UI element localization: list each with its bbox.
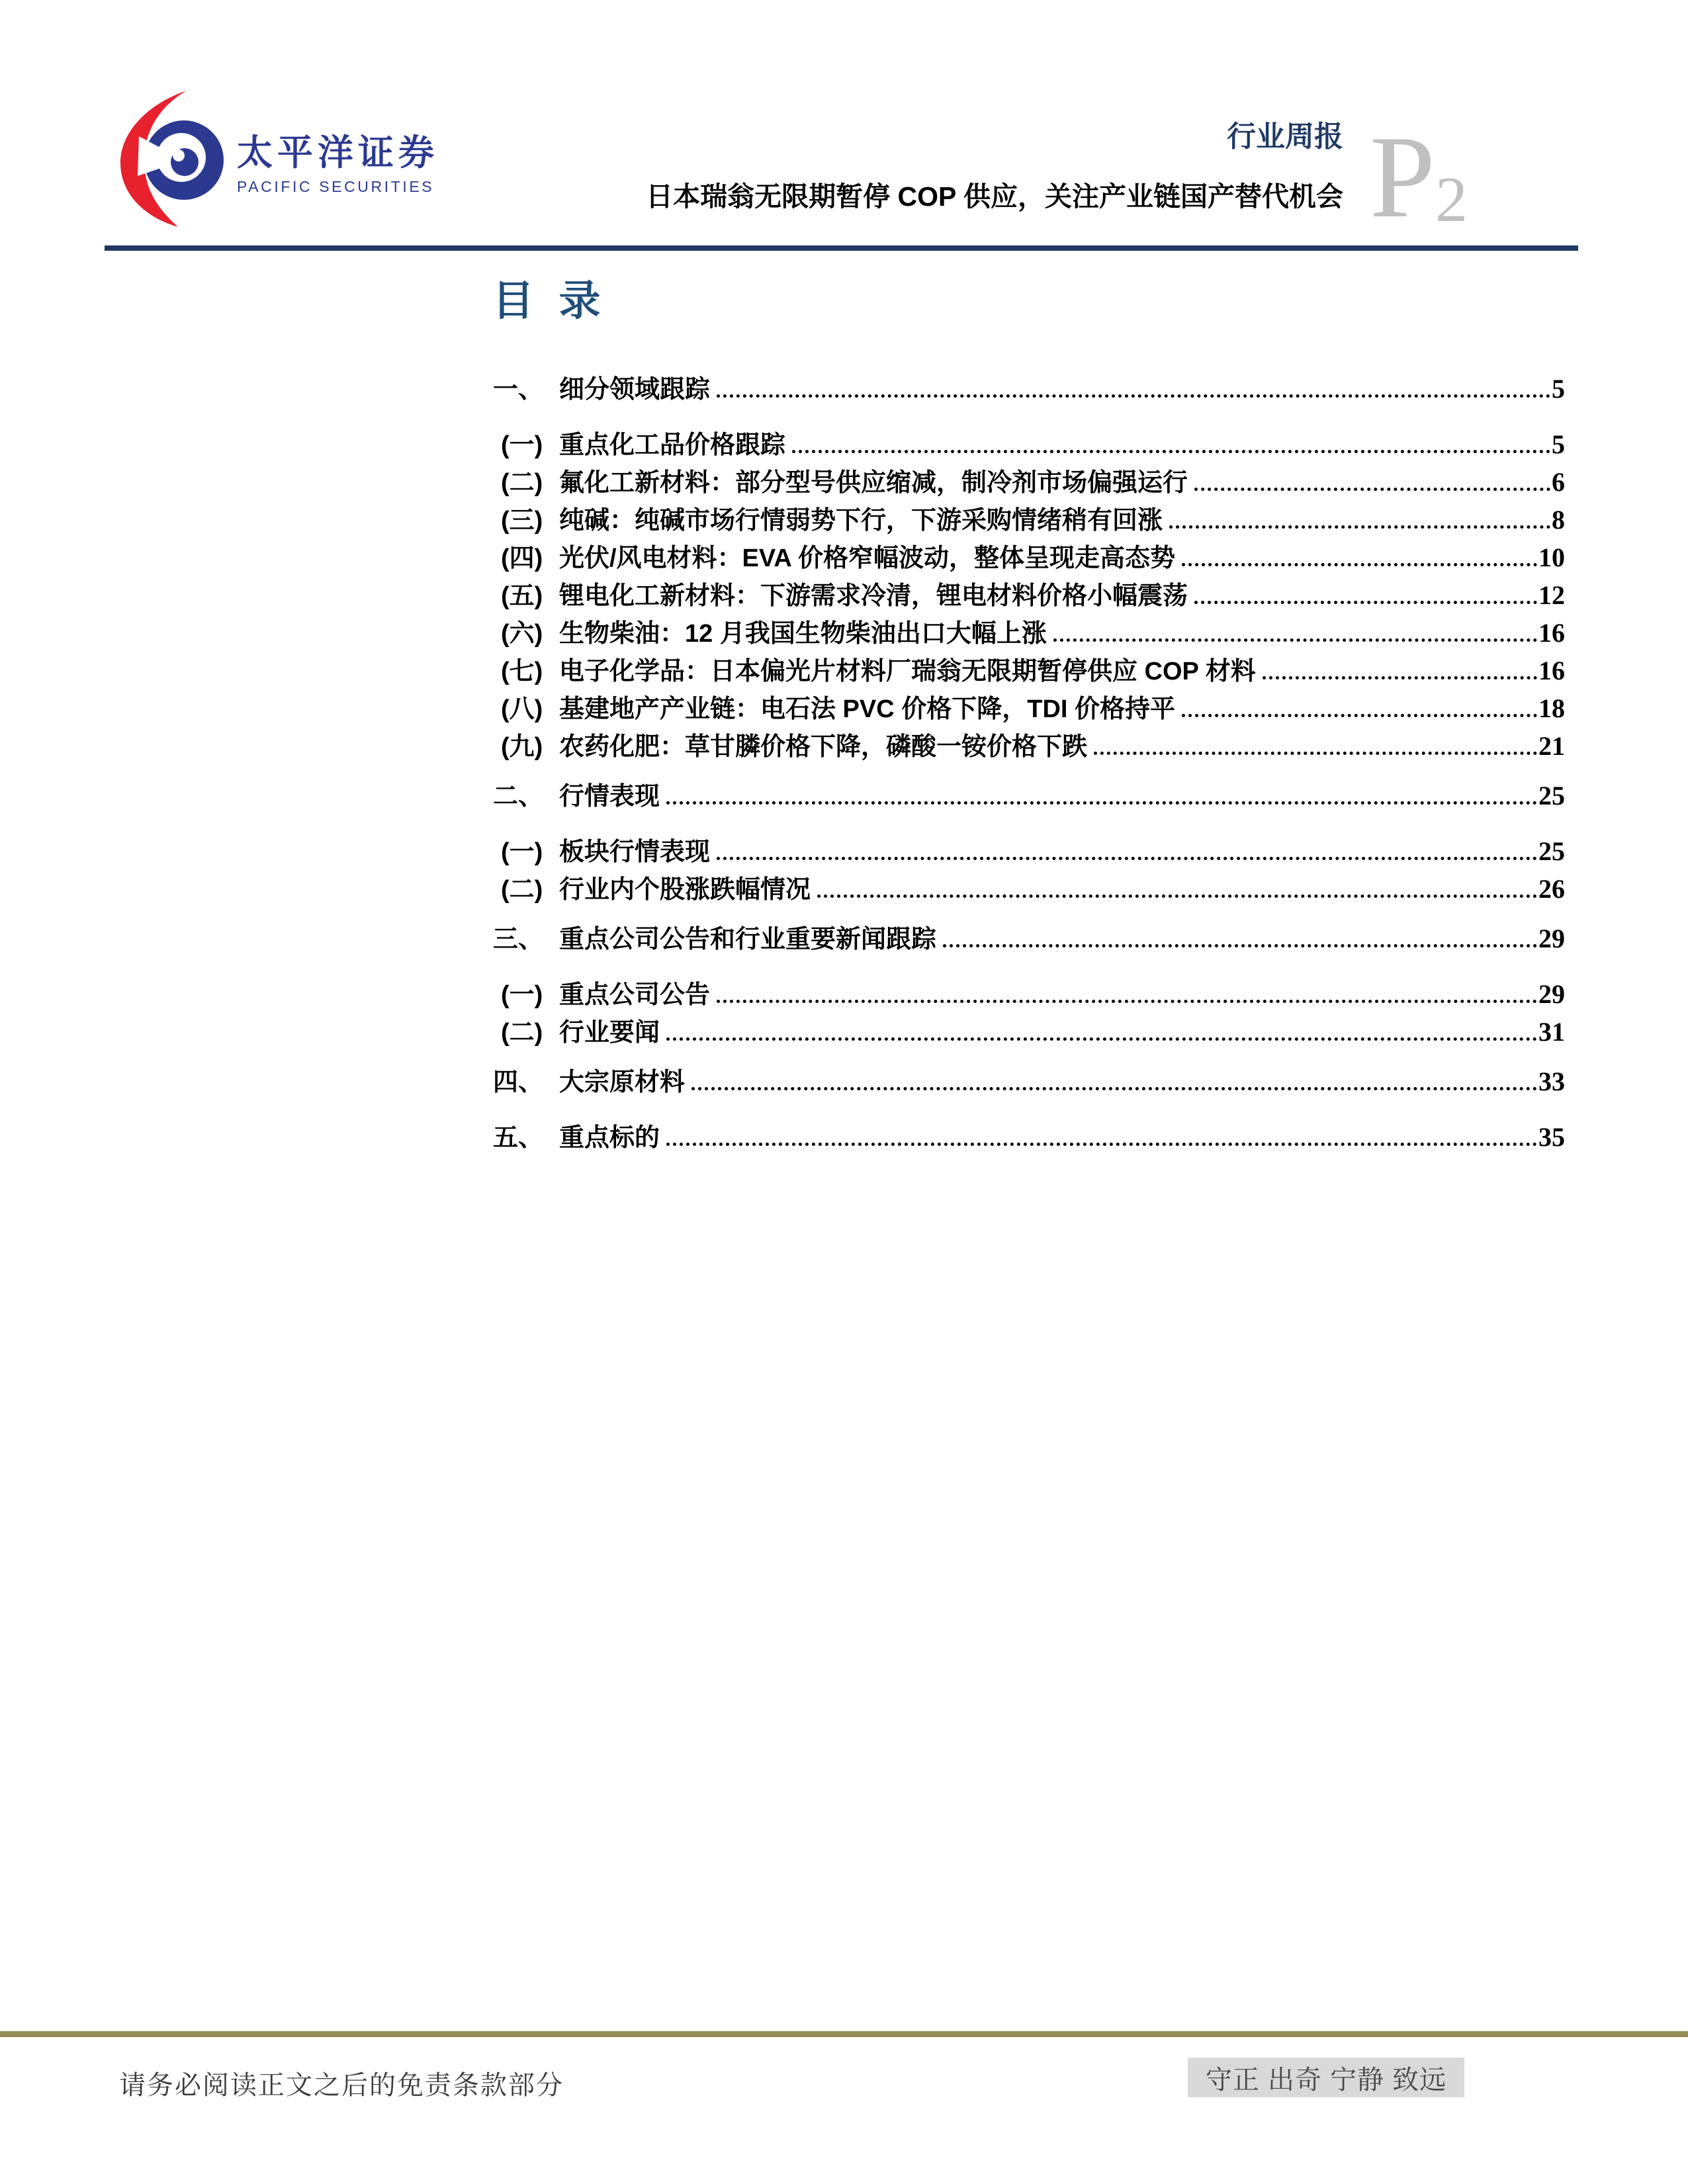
toc-entry-label: 纯碱：纯碱市场行情弱势下行，下游采购情绪稍有回涨: [559, 507, 1163, 535]
toc-entry-number: 三、: [493, 926, 544, 953]
toc-entry-label: 重点标的: [559, 1124, 660, 1152]
toc-entry-label: 光伏/风电材料：EVA 价格窄幅波动，整体呈现走高态势: [559, 545, 1176, 572]
page-number-badge: [1370, 111, 1468, 242]
toc-heading: 目 录: [492, 278, 607, 324]
toc-entry-page: 12: [1538, 580, 1565, 610]
pacific-securities-logo-icon: [119, 82, 226, 229]
toc-entry-label: 行业内个股涨跌幅情况: [559, 876, 811, 904]
toc-entry[interactable]: [493, 615, 1565, 652]
toc-dot-leader: [666, 799, 1537, 805]
footer-disclaimer: 请务必阅读正文之后的免责条款部分: [119, 2071, 564, 2100]
toc-entry[interactable]: [493, 728, 1565, 765]
toc-entry-label: 重点化工品价格跟踪: [559, 431, 786, 459]
toc-entry[interactable]: [493, 539, 1565, 577]
toc-entry-page: 29: [1538, 979, 1565, 1009]
header-divider: [105, 245, 1578, 251]
toc-entry-page: 8: [1552, 505, 1565, 535]
toc-dot-leader: [717, 392, 1550, 398]
toc-entry-label: 生物柴油：12 月我国生物柴油出口大幅上涨: [559, 620, 1047, 648]
toc-dot-leader: [717, 997, 1537, 1003]
toc-entry-label: 基建地产产业链：电石法 PVC 价格下降，TDI 价格持平: [559, 695, 1176, 723]
toc-entry[interactable]: [493, 871, 1565, 908]
toc-dot-leader: [717, 854, 1537, 860]
toc-entry-label: 行业要闻: [559, 1019, 660, 1047]
company-logo: [119, 82, 439, 229]
toc-entry-number: (四): [501, 545, 543, 572]
toc-entry-number: (一): [501, 838, 543, 866]
toc-entry-number: (六): [501, 620, 543, 648]
toc-entry-number: (五): [501, 582, 543, 610]
toc-entry-number: (九): [501, 733, 543, 761]
toc-entry-label: 行情表现: [559, 783, 660, 810]
toc-entry[interactable]: [493, 1119, 1565, 1157]
toc-dot-leader: [1182, 711, 1537, 717]
toc-entry-page: 10: [1538, 543, 1565, 572]
toc-entry-number: (三): [501, 507, 543, 535]
toc-entry-label: 大宗原材料: [559, 1069, 686, 1096]
toc-dot-leader: [1094, 749, 1537, 755]
toc-entry[interactable]: [493, 371, 1565, 408]
toc-dot-leader: [666, 1035, 1537, 1041]
page-number: 2: [1435, 164, 1468, 236]
toc-entry-number: 一、: [493, 376, 544, 404]
toc-dot-leader: [666, 1140, 1537, 1146]
page-letter: P: [1370, 111, 1435, 242]
footer-motto: 守正 出奇 宁静 致远: [1188, 2058, 1464, 2097]
toc-entry-label: 重点公司公告: [559, 981, 711, 1009]
toc-entry-page: 16: [1538, 618, 1565, 648]
toc-entry-page: 33: [1538, 1067, 1565, 1096]
toc-entry[interactable]: [493, 920, 1565, 958]
toc-dot-leader: [1194, 598, 1537, 604]
toc-entry-page: 35: [1538, 1122, 1565, 1152]
toc-entry-number: (七): [501, 658, 543, 685]
toc-entry-page: 18: [1538, 693, 1565, 723]
toc-entry[interactable]: [493, 1063, 1565, 1101]
toc-entry-number: (二): [501, 469, 543, 497]
toc-entry-number: (二): [501, 876, 543, 904]
toc-entry-label: 锂电化工新材料：下游需求冷清，锂电材料价格小幅震荡: [559, 582, 1188, 610]
toc-entry-page: 6: [1552, 467, 1565, 497]
toc-entry[interactable]: [493, 1014, 1565, 1051]
toc-dot-leader: [691, 1084, 1537, 1090]
toc-dot-leader: [792, 447, 1550, 453]
toc-dot-leader: [1182, 560, 1537, 566]
toc-dot-leader: [1169, 523, 1550, 529]
report-type-label: 行业周报: [1227, 120, 1343, 153]
toc-entry-number: (二): [501, 1019, 543, 1047]
toc-entry-page: 21: [1538, 731, 1565, 761]
logo-name-en: PACIFIC SECURITIES: [237, 178, 435, 196]
toc-entry-label: 氟化工新材料：部分型号供应缩减，制冷剂市场偏强运行: [559, 469, 1188, 497]
toc-entry[interactable]: [493, 426, 1565, 464]
toc-entry-page: 25: [1538, 836, 1565, 866]
toc-list: [493, 359, 1565, 1174]
toc-entry-label: 板块行情表现: [559, 838, 711, 866]
toc-entry-number: 二、: [493, 783, 544, 810]
toc-dot-leader: [1194, 485, 1550, 491]
toc-entry-number: (八): [501, 695, 543, 723]
toc-entry-label: 重点公司公告和行业重要新闻跟踪: [559, 926, 937, 953]
toc-entry-page: 5: [1552, 374, 1565, 404]
toc-entry-label: 农药化肥：草甘膦价格下降，磷酸一铵价格下跌: [559, 733, 1088, 761]
toc-entry-page: 26: [1538, 874, 1565, 904]
toc-entry[interactable]: [493, 976, 1565, 1014]
toc-entry[interactable]: [493, 464, 1565, 502]
toc-dot-leader: [1053, 636, 1537, 642]
toc-entry-page: 25: [1538, 781, 1565, 810]
toc-entry[interactable]: [493, 652, 1565, 690]
toc-dot-leader: [817, 892, 1537, 898]
toc-entry-page: 16: [1538, 656, 1565, 685]
toc-entry-label: 细分领域跟踪: [559, 376, 711, 404]
toc-entry-label: 电子化学品：日本偏光片材料厂瑞翁无限期暂停供应 COP 材料: [559, 658, 1256, 685]
toc-dot-leader: [943, 941, 1537, 947]
toc-entry[interactable]: [493, 777, 1565, 815]
toc-entry[interactable]: [493, 690, 1565, 728]
report-title: 日本瑞翁无限期暂停 COP 供应，关注产业链国产替代机会: [646, 181, 1343, 212]
toc-entry[interactable]: [493, 833, 1565, 871]
logo-text: [237, 82, 439, 196]
toc-entry-number: (一): [501, 981, 543, 1009]
toc-entry-page: 31: [1538, 1017, 1565, 1047]
footer-divider: [0, 2031, 1688, 2037]
toc-entry-page: 5: [1552, 429, 1565, 459]
toc-dot-leader: [1263, 674, 1537, 679]
toc-entry[interactable]: [493, 502, 1565, 539]
toc-entry-page: 29: [1538, 924, 1565, 953]
toc-entry-number: 五、: [493, 1124, 544, 1152]
toc-entry-number: 四、: [493, 1069, 544, 1096]
toc-entry[interactable]: [493, 577, 1565, 615]
logo-name-cn: 太平洋证券: [237, 133, 439, 173]
toc-entry-number: (一): [501, 431, 543, 459]
